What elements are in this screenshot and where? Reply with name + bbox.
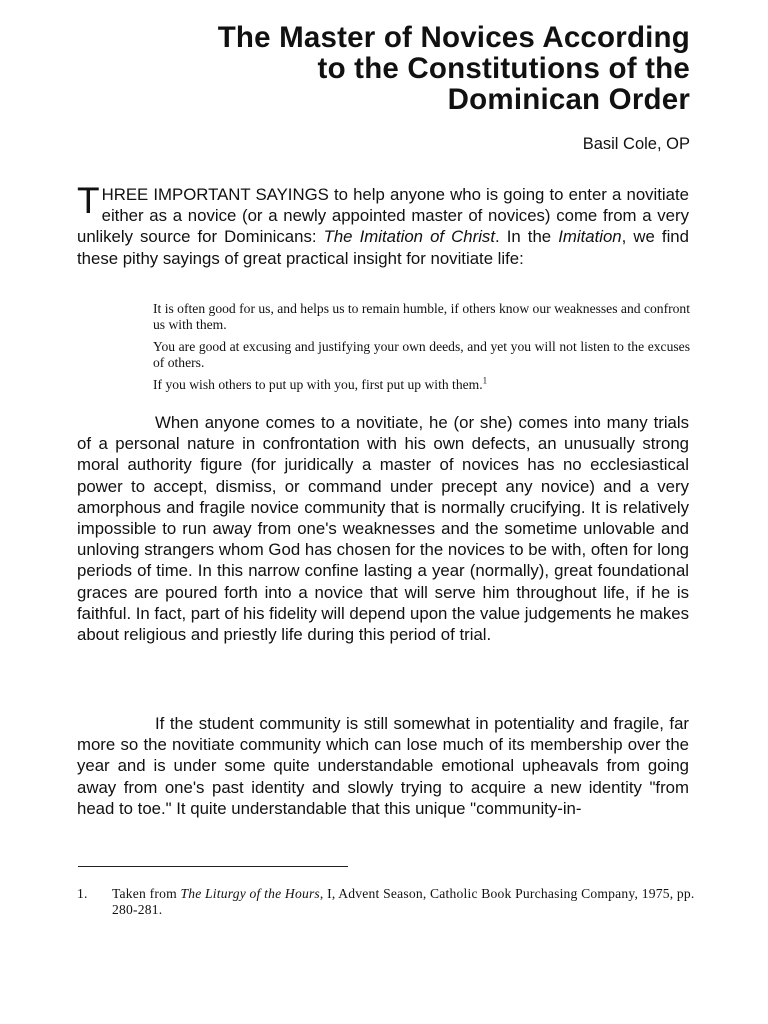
author-byline: Basil Cole, OP <box>582 135 690 153</box>
quote-1: It is often good for us, and helps us to remain humble, if others know our weaknesses and confront us with them. <box>153 301 690 332</box>
lead-in-text: HREE IMPORTANT SAYINGS <box>101 185 329 204</box>
paragraph-text: . In the <box>494 227 559 247</box>
paragraph-text: , we find these pithy sayings of great practical insight for novitiate life: <box>77 227 689 268</box>
title-line-3: Dominican Order <box>447 83 690 116</box>
quote-3 <box>153 377 690 393</box>
book-title-italic: The Imitation of Christ <box>323 227 495 247</box>
paragraph-3-text: If the student community is still somewhat in potentiality and fragile, far more so the novitiate community which can lose much of its membership over the year and is under some quite understandable emotional upheavals from going away from one's past identity and slowly trying to acquire a new identity "from head to toe." It quite understandable that this unique "community-in- <box>77 714 689 818</box>
book-short-title-italic: Imitation <box>558 227 622 247</box>
footnote-text-b: , I, Advent Season, Catholic Book Purchasing Company, 1975, pp. 280-281. <box>112 886 695 917</box>
title-line-2: to the Constitutions of the <box>317 52 690 85</box>
quote-2: You are good at excusing and justifying your own deeds, and yet you will not listen to the excuses of others. <box>153 339 690 370</box>
article-title <box>60 22 690 115</box>
footnote <box>77 886 697 918</box>
footnote-source-italic: The Liturgy of the Hours <box>180 886 320 901</box>
footnote-marker: 1 <box>482 375 488 386</box>
quote-3-text: If you wish others to put up with you, first put up with them. <box>153 377 483 392</box>
paragraph-text: to help anyone who is going to enter a novitiate either as a novice (or a newly appointed master of novices) come from a very unlikely source for Dominicans: <box>77 185 689 247</box>
drop-cap: T <box>77 180 100 221</box>
opening-paragraph <box>77 180 689 269</box>
footnote-text-a: Taken from <box>112 886 181 901</box>
footnote-divider <box>78 866 348 867</box>
title-line-1: The Master of Novices According <box>217 21 690 54</box>
body-paragraph-3 <box>77 713 689 819</box>
block-quotes <box>153 301 690 399</box>
footnote-text <box>112 886 697 918</box>
paragraph-2-text: When anyone comes to a novitiate, he (or she) comes into many trials of a personal nature in confrontation with his own defects, an unusually strong moral authority figure (for juridically a master of novices has no ecclesiastical power to accept, dismiss, or command under precept any novice) and a very amorphous and fragile novice community that is normally crucifying. It is relatively impossible to run away from one's weaknesses and the sometime unlovable and unloving strangers whom God has chosen for the novices to be with, often for long periods of time. In this narrow confine lasting a year (normally), great foundational graces are poured forth into a novice that will serve him throughout life, if he is faithful. In fact, part of his fidelity will depend upon the value judgements he makes about religious and priestly life during this period of trial. <box>77 413 689 645</box>
body-paragraph-2 <box>77 412 689 645</box>
footnote-number: 1. <box>77 886 88 901</box>
